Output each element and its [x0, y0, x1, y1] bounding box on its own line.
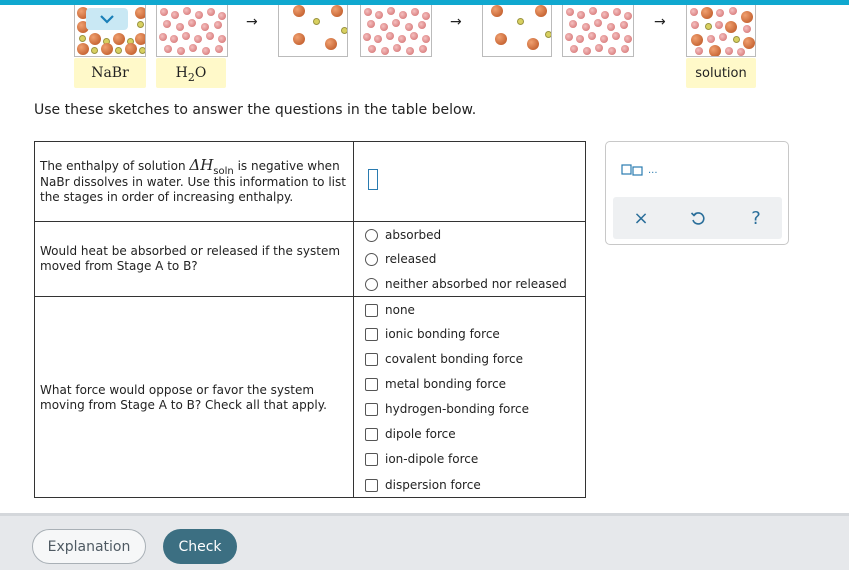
label-nabr: NaBr	[74, 58, 146, 88]
answer-force-cell	[355, 297, 585, 498]
sketch-water-2	[360, 5, 432, 57]
clear-button[interactable]	[628, 205, 654, 231]
explanation-button[interactable]: Explanation	[32, 529, 146, 564]
radio-option-absorbed[interactable]: absorbed	[365, 228, 441, 242]
close-icon: ×	[633, 207, 649, 229]
arrow-1: →	[246, 14, 258, 30]
checkbox[interactable]	[365, 304, 378, 317]
checkbox[interactable]	[365, 403, 378, 416]
checkbox[interactable]	[365, 453, 378, 466]
subscript-template-icon	[621, 164, 647, 176]
help-icon: ?	[751, 207, 761, 229]
check-button[interactable]: Check	[163, 529, 237, 564]
arrow-2: →	[450, 14, 462, 30]
checkbox[interactable]	[365, 328, 378, 341]
label-solution: solution	[686, 58, 756, 88]
radio-option-released[interactable]: released	[365, 252, 436, 266]
radio-button[interactable]	[365, 278, 378, 291]
question-row-heat	[35, 222, 585, 297]
sketch-separated-ions-1	[278, 5, 348, 57]
question-heat-text: Would heat be absorbed or released if the system moved from Stage A to B?	[35, 222, 354, 296]
checkbox-option-ionic[interactable]: ionic bonding force	[365, 327, 500, 341]
question-row-force	[35, 297, 585, 498]
checkbox[interactable]	[365, 378, 378, 391]
arrow-3: →	[654, 14, 666, 30]
footer-bar	[0, 513, 849, 570]
chevron-down-icon	[99, 14, 115, 24]
checkbox[interactable]	[365, 479, 378, 492]
question-row-order	[35, 142, 585, 222]
sketch-separated-ions-2	[482, 5, 552, 57]
stage-order-input[interactable]	[368, 169, 378, 190]
checkbox-option-dispersion[interactable]: dispersion force	[365, 478, 481, 492]
undo-icon	[690, 210, 706, 226]
answer-order-cell	[355, 142, 585, 221]
checkbox[interactable]	[365, 428, 378, 441]
sketch-water-3	[562, 5, 634, 57]
tool-action-bar	[613, 197, 782, 239]
answer-heat-cell	[355, 222, 585, 296]
sketch-water	[156, 5, 228, 57]
radio-button[interactable]	[365, 229, 378, 242]
checkbox[interactable]	[365, 353, 378, 366]
question-table	[34, 141, 586, 498]
answer-tools-panel	[605, 141, 789, 245]
checkbox-option-ion-dipole[interactable]: ion-dipole force	[365, 452, 478, 466]
radio-button[interactable]	[365, 253, 378, 266]
question-force-text: What force would oppose or favor the system moving from Stage A to B? Check all that apply.	[35, 297, 354, 498]
subscript-template-button[interactable]: ...	[621, 164, 658, 176]
collapse-sketches-button[interactable]	[86, 8, 128, 30]
question-order-text: The enthalpy of solution $\Delta H_{soln}$ is negative when NaBr dissolves in water. Use this information to list the stages in order of increasing enthalpy.	[35, 142, 354, 221]
sketch-solution	[686, 5, 756, 57]
checkbox-option-covalent[interactable]: covalent bonding force	[365, 352, 523, 366]
checkbox-option-hydrogen-bonding[interactable]: hydrogen-bonding force	[365, 402, 529, 416]
checkbox-option-metal[interactable]: metal bonding force	[365, 377, 506, 391]
help-button[interactable]	[743, 205, 769, 231]
label-water: H 2 O	[156, 58, 226, 88]
checkbox-option-none[interactable]: none	[365, 303, 415, 317]
undo-button[interactable]	[685, 205, 711, 231]
radio-option-neither[interactable]: neither absorbed nor released	[365, 277, 567, 291]
instructions-text: Use these sketches to answer the questions in the table below.	[34, 102, 477, 118]
checkbox-option-dipole[interactable]: dipole force	[365, 427, 456, 441]
